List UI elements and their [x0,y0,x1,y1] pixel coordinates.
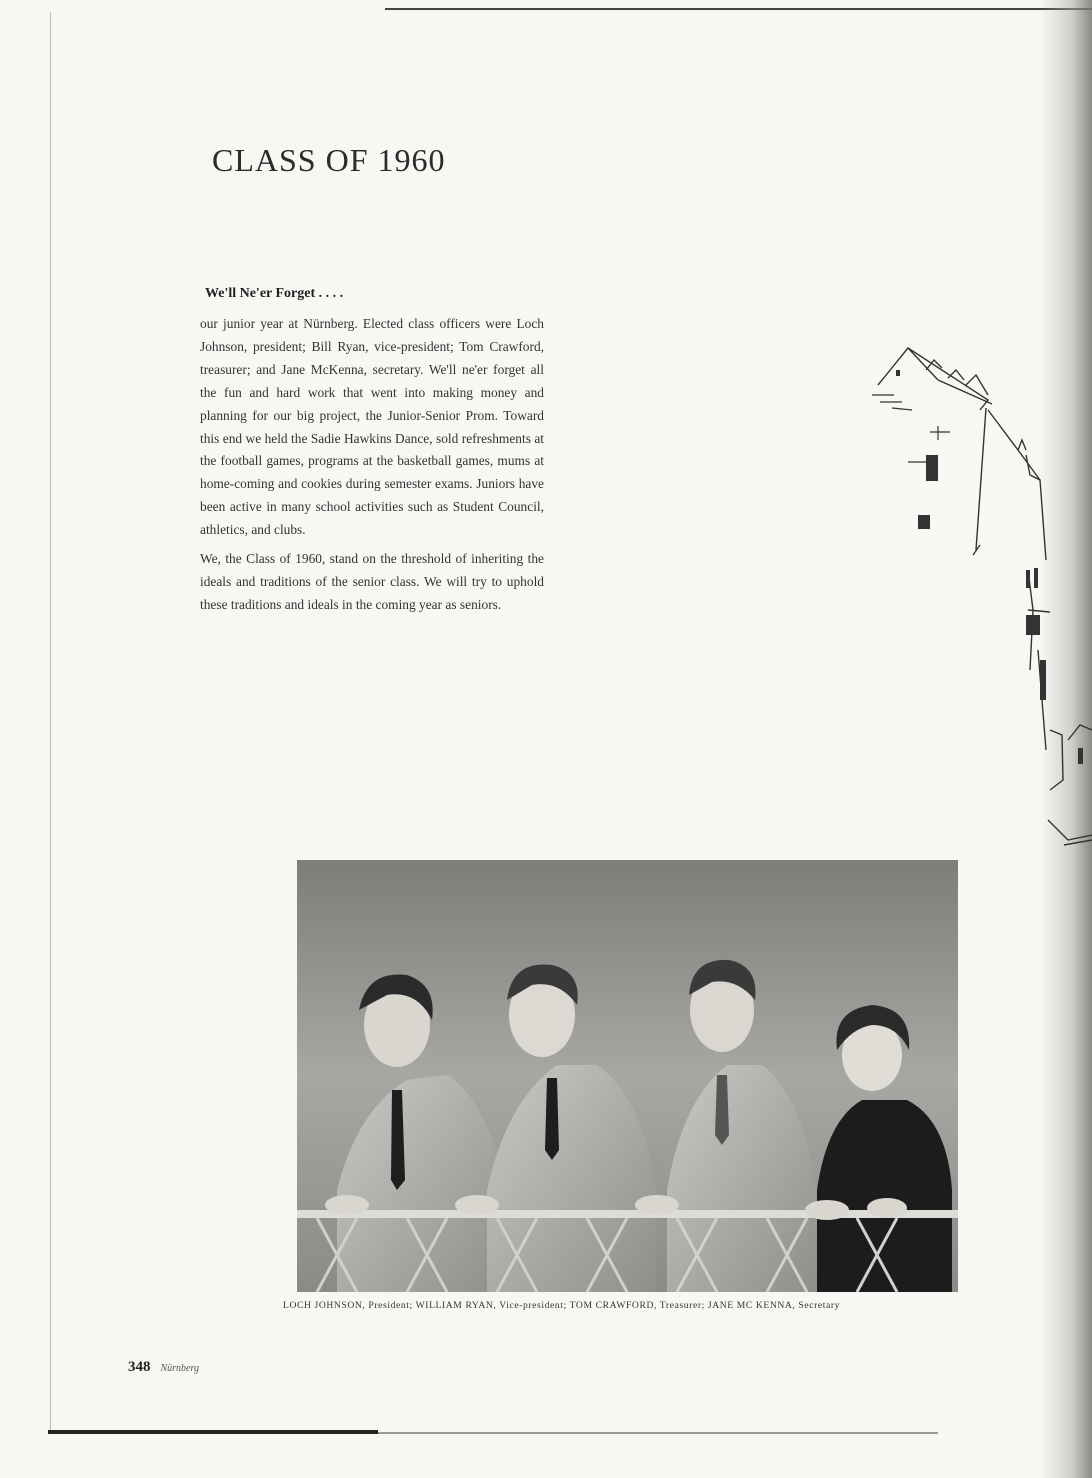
photo-illustration [297,860,958,1292]
page-title: CLASS OF 1960 [212,142,446,178]
photo-caption: LOCH JOHNSON, President; WILLIAM RYAN, Vice-president; TOM CRAWFORD, Treasurer; JANE MC KENNA, Secretary [283,1300,841,1311]
page-number: 348 [128,1359,151,1375]
page-folio [128,1359,199,1376]
body-text [200,313,544,623]
bottom-rule-thin [378,1432,938,1434]
bottom-rule [48,1430,378,1434]
yearbook-name: Nürnberg [160,1363,200,1374]
page-left-edge [50,12,51,1432]
top-rule [385,8,1092,10]
section-subhead: We'll Ne'er Forget . . . . [205,286,344,301]
building-sketch-illustration [868,340,1092,860]
paragraph-1: our junior year at Nürnberg. Elected class officers were Loch Johnson, president; Bill Ryan, vice-president; Tom Crawford, treasurer; and Jane McKenna, secretary. We'll ne'er forget all the fun and hard work that went into making money and planning for our big project, the Junior-Senior Prom. Toward this end we held the Sadie Hawkins Dance, sold refreshments at the football games, programs at the basketball games, mums at home-coming and cookies during semester exams. Juniors have been active in many school activities such as Student Council, athletics, and clubs. [200,316,544,538]
class-officers-photo [297,860,958,1292]
paragraph-2: We, the Class of 1960, stand on the threshold of inheriting the ideals and traditions of the senior class. We will try to uphold these traditions and ideals in the coming year as seniors. [200,551,544,612]
